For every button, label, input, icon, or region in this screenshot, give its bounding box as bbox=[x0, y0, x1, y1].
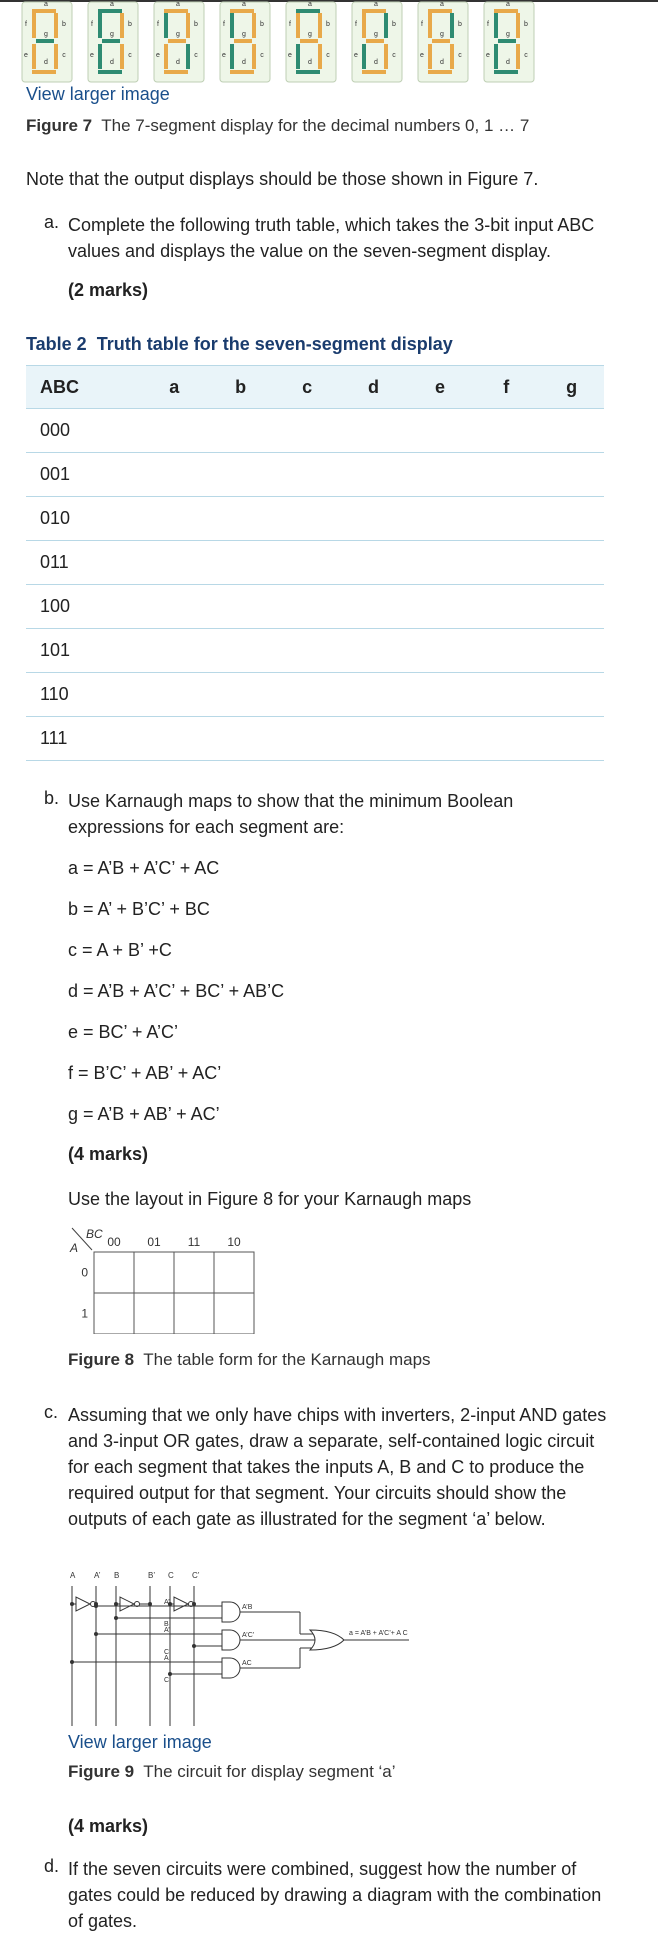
and-gate bbox=[222, 1630, 240, 1650]
output-cell-c[interactable] bbox=[274, 717, 340, 761]
output-cell-a[interactable] bbox=[141, 497, 207, 541]
segment-label-d: d bbox=[176, 59, 180, 66]
segment-label-f: f bbox=[355, 21, 357, 28]
input-value-cell: 000 bbox=[26, 409, 141, 453]
input-value-cell: 011 bbox=[26, 541, 141, 585]
segment-e-off bbox=[296, 44, 300, 69]
segment-a-on bbox=[428, 9, 452, 13]
segment-d-on bbox=[230, 70, 254, 74]
segment-label-g: g bbox=[176, 31, 180, 38]
segment-label-g: g bbox=[308, 31, 312, 38]
output-cell-c[interactable] bbox=[274, 541, 340, 585]
segment-a-on bbox=[494, 9, 518, 13]
note-paragraph: Note that the output displays should be those shown in Figure 7. bbox=[26, 169, 539, 189]
output-cell-b[interactable] bbox=[207, 541, 273, 585]
output-cell-f[interactable] bbox=[473, 629, 539, 673]
segment-f-off bbox=[164, 13, 168, 38]
output-cell-c[interactable] bbox=[274, 673, 340, 717]
table-2-title-text: Truth table for the seven-segment display bbox=[96, 334, 453, 354]
boolean-expression: g = A’B + AB’ + AC’ bbox=[68, 1104, 220, 1124]
kmap-a-label: A bbox=[70, 1241, 79, 1255]
digit-tile-1 bbox=[88, 1, 138, 82]
segment-label-b: b bbox=[128, 21, 132, 28]
item-d-marker: d. bbox=[44, 1856, 60, 1876]
output-cell-b[interactable] bbox=[207, 585, 273, 629]
segment-label-e: e bbox=[288, 52, 292, 59]
and-gate-output-label: A’C’ bbox=[242, 1632, 255, 1639]
segment-d-off bbox=[494, 70, 518, 74]
segment-label-e: e bbox=[222, 52, 226, 59]
truth-table-body bbox=[26, 409, 604, 761]
truth-table-header-row bbox=[26, 366, 604, 409]
output-cell-d[interactable] bbox=[340, 585, 406, 629]
segment-label-g: g bbox=[374, 31, 378, 38]
output-cell-f[interactable] bbox=[473, 541, 539, 585]
segment-g-off bbox=[102, 39, 120, 43]
segment-label-g: g bbox=[242, 31, 246, 38]
segment-label-c: c bbox=[458, 52, 462, 59]
boolean-expression: f = B’C’ + AB’ + AC’ bbox=[68, 1063, 222, 1083]
boolean-expression: a = A’B + A’C’ + AC bbox=[68, 858, 220, 878]
segment-d-off bbox=[98, 70, 122, 74]
output-cell-d[interactable] bbox=[340, 629, 406, 673]
output-cell-d[interactable] bbox=[340, 673, 406, 717]
boolean-expression: e = BC’ + A’C’ bbox=[68, 1022, 179, 1042]
kmap-cell bbox=[134, 1293, 174, 1334]
junction-dot bbox=[94, 1632, 98, 1636]
and-gate bbox=[222, 1658, 240, 1678]
kmap-column-label: 01 bbox=[147, 1235, 161, 1249]
gate-input-label: B bbox=[164, 1621, 169, 1628]
output-cell-a[interactable] bbox=[141, 629, 207, 673]
segment-label-d: d bbox=[242, 59, 246, 66]
segment-label-b: b bbox=[326, 21, 330, 28]
view-larger-image-link-fig9[interactable]: View larger image bbox=[68, 1732, 212, 1752]
segment-c-on bbox=[318, 44, 322, 69]
segment-b-on bbox=[186, 13, 190, 38]
junction-dot bbox=[70, 1602, 74, 1606]
output-cell-d[interactable] bbox=[340, 541, 406, 585]
inverter-gate bbox=[120, 1597, 134, 1611]
output-cell-e[interactable] bbox=[407, 585, 473, 629]
table-2-label: Table 2 bbox=[26, 334, 87, 354]
table-row bbox=[26, 717, 604, 761]
item-a-marks: (2 marks) bbox=[68, 280, 149, 300]
segment-g-on bbox=[432, 39, 450, 43]
segment-d-on bbox=[32, 70, 56, 74]
kmap-row-label: 0 bbox=[81, 1265, 88, 1280]
segment-label-b: b bbox=[524, 21, 528, 28]
input-label-2: B bbox=[114, 1571, 120, 1580]
output-cell-f[interactable] bbox=[473, 409, 539, 453]
output-cell-c[interactable] bbox=[274, 629, 340, 673]
output-cell-d[interactable] bbox=[340, 497, 406, 541]
table-row bbox=[26, 409, 604, 453]
segment-label-d: d bbox=[308, 59, 312, 66]
output-cell-g[interactable] bbox=[539, 541, 604, 585]
boolean-expression: b = A’ + B’C’ + BC bbox=[68, 899, 210, 919]
segment-label-f: f bbox=[91, 21, 93, 28]
segment-b-on bbox=[318, 13, 322, 38]
output-cell-c[interactable] bbox=[274, 453, 340, 497]
output-cell-b[interactable] bbox=[207, 673, 273, 717]
output-cell-g[interactable] bbox=[539, 409, 604, 453]
and-gate bbox=[222, 1602, 240, 1622]
segment-g-on bbox=[234, 39, 252, 43]
table-row bbox=[26, 629, 604, 673]
segment-label-a: a bbox=[308, 1, 312, 8]
output-cell-g[interactable] bbox=[539, 673, 604, 717]
segment-g-on bbox=[168, 39, 186, 43]
column-header-g: g bbox=[539, 366, 604, 409]
segment-a-off bbox=[98, 9, 122, 13]
segment-label-a: a bbox=[374, 1, 378, 8]
output-cell-e[interactable] bbox=[407, 541, 473, 585]
figure-8-caption bbox=[68, 1350, 431, 1370]
kmap-column-label: 11 bbox=[187, 1235, 201, 1249]
truth-table-wrapper bbox=[26, 365, 604, 761]
segment-a-on bbox=[230, 9, 254, 13]
segment-a-circuit bbox=[64, 1568, 434, 1728]
segment-label-a: a bbox=[242, 1, 246, 8]
output-cell-c[interactable] bbox=[274, 409, 340, 453]
output-cell-f[interactable] bbox=[473, 585, 539, 629]
input-value-cell: 110 bbox=[26, 673, 141, 717]
segment-label-e: e bbox=[90, 52, 94, 59]
segment-label-g: g bbox=[506, 31, 510, 38]
junction-dot bbox=[192, 1602, 196, 1606]
kmap-bc-label: BC bbox=[86, 1227, 103, 1241]
kmap-cell bbox=[174, 1252, 214, 1293]
boolean-expression: c = A + B’ +C bbox=[68, 940, 172, 960]
segment-f-on bbox=[296, 13, 300, 38]
kmap-cell bbox=[214, 1252, 254, 1293]
column-header-ABC: ABC bbox=[26, 366, 141, 409]
inverter-gate bbox=[76, 1597, 90, 1611]
segment-d-off bbox=[296, 70, 320, 74]
item-a-text: Complete the following truth table, which takes the 3-bit input ABC values and displays the value on the seven-segment display. bbox=[68, 215, 595, 261]
segment-e-on bbox=[164, 44, 168, 69]
segment-g-off bbox=[36, 39, 54, 43]
output-cell-g[interactable] bbox=[539, 585, 604, 629]
segment-label-b: b bbox=[458, 21, 462, 28]
segment-label-c: c bbox=[326, 52, 330, 59]
item-c-text: Assuming that we only have chips with inverters, 2-input AND gates and 3-input OR gates, draw a separate, self-contained logic circuit for each segment that takes the inputs A, B and C to produce the required output for that segment. Your circuits should show the outputs of each gate as illustrated for the segment ‘a’ below. bbox=[68, 1405, 607, 1529]
output-cell-c[interactable] bbox=[274, 497, 340, 541]
kmap-row-label: 1 bbox=[81, 1306, 88, 1321]
segment-label-d: d bbox=[110, 59, 114, 66]
segment-label-g: g bbox=[440, 31, 444, 38]
segment-c-on bbox=[450, 44, 454, 69]
table-row bbox=[26, 541, 604, 585]
digit-tile-5 bbox=[352, 1, 402, 82]
segment-label-a: a bbox=[44, 1, 48, 8]
segment-b-on bbox=[516, 13, 520, 38]
segment-f-off bbox=[98, 13, 102, 38]
gate-input-label: C bbox=[164, 1677, 170, 1684]
segment-b-off bbox=[384, 13, 388, 38]
segment-a-on bbox=[164, 9, 188, 13]
seven-segment-figure bbox=[20, 0, 580, 84]
input-label-4: C bbox=[168, 1571, 174, 1580]
segment-label-b: b bbox=[260, 21, 264, 28]
output-cell-f[interactable] bbox=[473, 497, 539, 541]
segment-label-c: c bbox=[62, 52, 66, 59]
segment-a-on bbox=[32, 9, 56, 13]
junction-dot bbox=[168, 1672, 172, 1676]
input-label-1: A’ bbox=[94, 1571, 101, 1580]
kmap-column-label: 10 bbox=[227, 1235, 241, 1249]
segment-c-off bbox=[186, 44, 190, 69]
segment-label-c: c bbox=[524, 52, 528, 59]
junction-dot bbox=[192, 1644, 196, 1648]
segment-label-e: e bbox=[486, 52, 490, 59]
segment-label-f: f bbox=[157, 21, 159, 28]
table-2-title bbox=[26, 334, 453, 355]
output-cell-e[interactable] bbox=[407, 717, 473, 761]
segment-label-e: e bbox=[156, 52, 160, 59]
segment-label-b: b bbox=[62, 21, 66, 28]
segment-label-c: c bbox=[128, 52, 132, 59]
output-cell-e[interactable] bbox=[407, 673, 473, 717]
figure-7-caption-text: The 7-segment display for the decimal numbers 0, 1 … 7 bbox=[101, 116, 530, 135]
output-cell-g[interactable] bbox=[539, 629, 604, 673]
input-value-cell: 101 bbox=[26, 629, 141, 673]
or-gate-output-label: a = A’B + A’C’+ A C bbox=[349, 1630, 408, 1637]
output-cell-e[interactable] bbox=[407, 629, 473, 673]
segment-label-e: e bbox=[354, 52, 358, 59]
input-value-cell: 100 bbox=[26, 585, 141, 629]
segment-e-off bbox=[362, 44, 366, 69]
segment-label-c: c bbox=[194, 52, 198, 59]
gate-input-label: A bbox=[164, 1655, 169, 1662]
output-cell-b[interactable] bbox=[207, 629, 273, 673]
output-cell-f[interactable] bbox=[473, 453, 539, 497]
output-cell-d[interactable] bbox=[340, 409, 406, 453]
junction-dot bbox=[70, 1660, 74, 1664]
segment-d-on bbox=[362, 70, 386, 74]
segment-c-on bbox=[54, 44, 58, 69]
column-header-e: e bbox=[407, 366, 473, 409]
table-row bbox=[26, 453, 604, 497]
junction-dot bbox=[148, 1602, 152, 1606]
truth-table bbox=[26, 365, 604, 761]
input-label-0: A bbox=[70, 1571, 76, 1580]
segment-f-on bbox=[362, 13, 366, 38]
item-d-text: If the seven circuits were combined, suggest how the number of gates could be reduced by drawing a diagram with the combination of gates. bbox=[68, 1859, 602, 1931]
boolean-expression: d = A’B + A’C’ + BC’ + AB’C bbox=[68, 981, 285, 1001]
segment-e-off bbox=[98, 44, 102, 69]
junction-dot bbox=[114, 1602, 118, 1606]
segment-b-on bbox=[120, 13, 124, 38]
segment-a-off bbox=[296, 9, 320, 13]
figure-9-caption bbox=[68, 1762, 396, 1782]
kmap-cell bbox=[174, 1293, 214, 1334]
digit-tile-7 bbox=[484, 1, 534, 82]
digit-tile-6 bbox=[418, 1, 468, 82]
column-header-d: d bbox=[340, 366, 406, 409]
gate-input-label: A’ bbox=[164, 1627, 170, 1634]
output-cell-c[interactable] bbox=[274, 585, 340, 629]
output-cell-a[interactable] bbox=[141, 673, 207, 717]
segment-f-off bbox=[230, 13, 234, 38]
segment-e-on bbox=[428, 44, 432, 69]
figure-8-caption-text: The table form for the Karnaugh maps bbox=[143, 1350, 431, 1369]
inverter-gate bbox=[174, 1597, 188, 1611]
segment-label-a: a bbox=[176, 1, 180, 8]
segment-label-f: f bbox=[223, 21, 225, 28]
segment-e-on bbox=[32, 44, 36, 69]
segment-f-off bbox=[494, 13, 498, 38]
segment-g-off bbox=[498, 39, 516, 43]
view-larger-image-link-fig7[interactable]: View larger image bbox=[26, 84, 170, 104]
and-gate-output-label: A’B bbox=[242, 1604, 253, 1611]
input-value-cell: 001 bbox=[26, 453, 141, 497]
figure-9-caption-text: The circuit for display segment ‘a’ bbox=[143, 1762, 396, 1781]
segment-c-on bbox=[120, 44, 124, 69]
segment-d-on bbox=[164, 70, 188, 74]
column-header-a: a bbox=[141, 366, 207, 409]
table-row bbox=[26, 585, 604, 629]
segment-c-on bbox=[516, 44, 520, 69]
junction-dot bbox=[114, 1616, 118, 1620]
item-b-text: Use Karnaugh maps to show that the minimum Boolean expressions for each segment are: bbox=[68, 791, 514, 837]
output-cell-e[interactable] bbox=[407, 497, 473, 541]
segment-label-f: f bbox=[25, 21, 27, 28]
segment-g-on bbox=[300, 39, 318, 43]
output-cell-d[interactable] bbox=[340, 717, 406, 761]
item-c-marks: (4 marks) bbox=[68, 1816, 149, 1836]
kmap-cell bbox=[134, 1252, 174, 1293]
segment-label-e: e bbox=[420, 52, 424, 59]
kmap-cell bbox=[94, 1252, 134, 1293]
junction-dot bbox=[94, 1604, 98, 1608]
figure-9-label: Figure 9 bbox=[68, 1762, 135, 1781]
segment-g-on bbox=[366, 39, 384, 43]
item-b-marker: b. bbox=[44, 788, 60, 808]
segment-b-on bbox=[54, 13, 58, 38]
segment-label-f: f bbox=[289, 21, 291, 28]
output-cell-d[interactable] bbox=[340, 453, 406, 497]
segment-f-on bbox=[32, 13, 36, 38]
output-cell-b[interactable] bbox=[207, 717, 273, 761]
digit-tile-2 bbox=[154, 1, 204, 82]
segment-label-b: b bbox=[392, 21, 396, 28]
output-cell-g[interactable] bbox=[539, 453, 604, 497]
segment-f-on bbox=[428, 13, 432, 38]
segment-label-e: e bbox=[24, 52, 28, 59]
output-cell-f[interactable] bbox=[473, 673, 539, 717]
segment-label-g: g bbox=[44, 31, 48, 38]
output-cell-a[interactable] bbox=[141, 717, 207, 761]
segment-label-d: d bbox=[506, 59, 510, 66]
output-cell-e[interactable] bbox=[407, 409, 473, 453]
figure-8-label: Figure 8 bbox=[68, 1350, 135, 1369]
column-header-b: b bbox=[207, 366, 273, 409]
segment-b-off bbox=[450, 13, 454, 38]
table-row bbox=[26, 497, 604, 541]
kmap-cell bbox=[94, 1293, 134, 1334]
output-cell-a[interactable] bbox=[141, 409, 207, 453]
segment-label-c: c bbox=[392, 52, 396, 59]
gate-input-label: A’ bbox=[164, 1599, 170, 1606]
output-cell-a[interactable] bbox=[141, 585, 207, 629]
kmap-intro-text: Use the layout in Figure 8 for your Karnaugh maps bbox=[68, 1189, 472, 1209]
item-b-marks: (4 marks) bbox=[68, 1144, 149, 1164]
segment-label-a: a bbox=[110, 1, 114, 8]
segment-c-on bbox=[252, 44, 256, 69]
input-value-cell: 111 bbox=[26, 717, 141, 761]
figure-7-label: Figure 7 bbox=[26, 116, 93, 135]
segment-label-b: b bbox=[194, 21, 198, 28]
output-cell-a[interactable] bbox=[141, 541, 207, 585]
gate-input-label: C’ bbox=[164, 1649, 171, 1656]
figure-7-caption bbox=[26, 116, 529, 136]
digit-tile-4 bbox=[286, 1, 336, 82]
digit-tile-3 bbox=[220, 1, 270, 82]
input-value-cell: 010 bbox=[26, 497, 141, 541]
segment-label-a: a bbox=[506, 1, 510, 8]
segment-e-off bbox=[230, 44, 234, 69]
segment-b-on bbox=[252, 13, 256, 38]
segment-e-off bbox=[494, 44, 498, 69]
output-cell-a[interactable] bbox=[141, 453, 207, 497]
output-cell-e[interactable] bbox=[407, 453, 473, 497]
column-header-c: c bbox=[274, 366, 340, 409]
output-cell-g[interactable] bbox=[539, 717, 604, 761]
segment-label-g: g bbox=[110, 31, 114, 38]
or-gate bbox=[310, 1630, 344, 1650]
table-row bbox=[26, 673, 604, 717]
segment-label-c: c bbox=[260, 52, 264, 59]
segment-label-f: f bbox=[487, 21, 489, 28]
input-label-5: C’ bbox=[192, 1571, 200, 1580]
item-c-marker: c. bbox=[44, 1402, 59, 1422]
column-header-f: f bbox=[473, 366, 539, 409]
and-gate-output-label: AC bbox=[242, 1660, 252, 1667]
kmap-cell bbox=[214, 1293, 254, 1334]
segment-d-on bbox=[428, 70, 452, 74]
segment-c-on bbox=[384, 44, 388, 69]
segment-a-on bbox=[362, 9, 386, 13]
input-label-3: B’ bbox=[148, 1571, 156, 1580]
output-cell-f[interactable] bbox=[473, 717, 539, 761]
output-cell-b[interactable] bbox=[207, 409, 273, 453]
output-cell-b[interactable] bbox=[207, 453, 273, 497]
karnaugh-map-layout bbox=[64, 1222, 264, 1334]
item-a-marker: a. bbox=[44, 212, 60, 232]
segment-label-f: f bbox=[421, 21, 423, 28]
segment-label-d: d bbox=[44, 59, 48, 66]
output-cell-b[interactable] bbox=[207, 497, 273, 541]
digit-tile-0 bbox=[22, 1, 72, 82]
segment-label-d: d bbox=[440, 59, 444, 66]
kmap-column-label: 00 bbox=[107, 1235, 121, 1249]
segment-label-d: d bbox=[374, 59, 378, 66]
segment-label-a: a bbox=[440, 1, 444, 8]
output-cell-g[interactable] bbox=[539, 497, 604, 541]
